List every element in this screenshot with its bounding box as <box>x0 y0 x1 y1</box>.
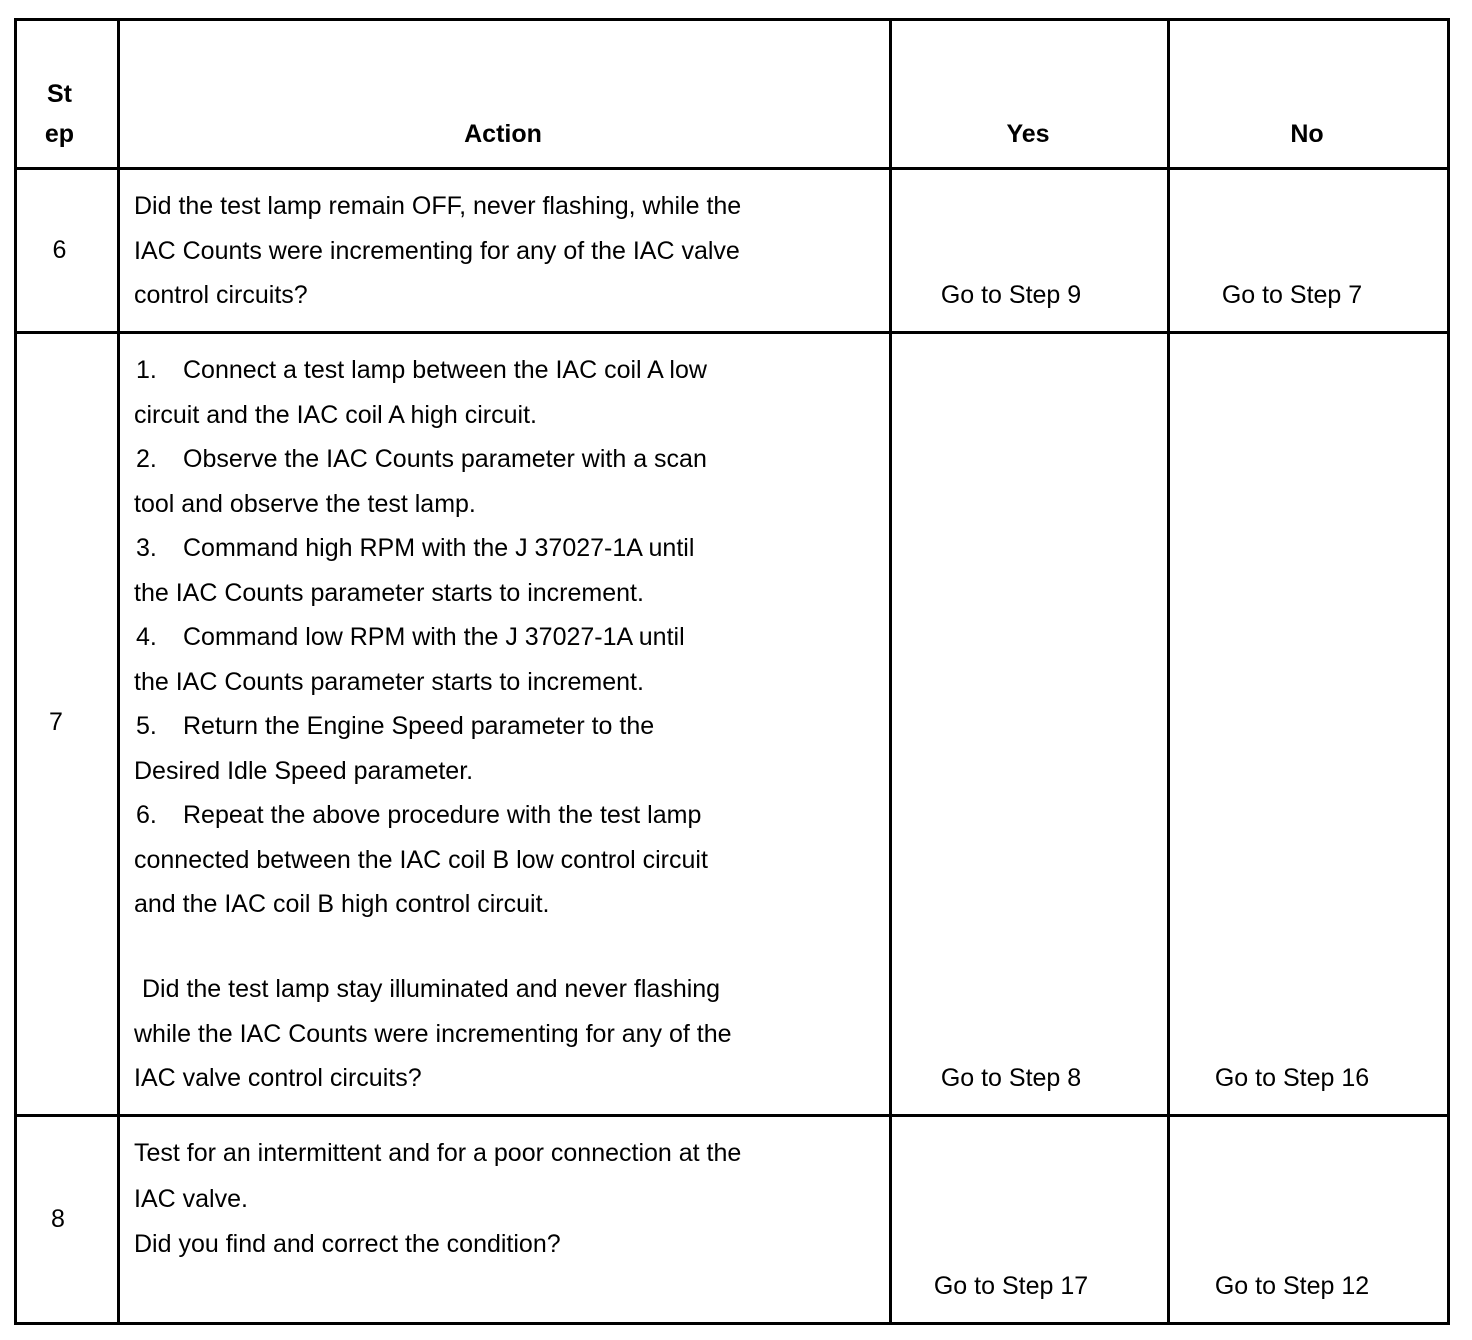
action-line: Did the test lamp remain OFF, never flashing, while the <box>134 192 742 220</box>
action-line: IAC Counts were incrementing for any of the IAC valve <box>134 236 740 265</box>
action-text <box>134 1131 741 1268</box>
action-line: tool and observe the test lamp. <box>134 489 476 518</box>
step-item-text: Command low RPM with the J 37027-1A until <box>183 623 685 651</box>
step-number: 6 <box>52 236 67 264</box>
yes-result: Go to Step 8 <box>940 1064 1082 1092</box>
header-yes: Yes <box>1006 120 1050 148</box>
column-divider <box>889 21 892 1322</box>
action-step-item <box>134 437 708 482</box>
action-step-item <box>134 615 708 660</box>
header-step <box>17 74 102 154</box>
action-steps-list <box>134 348 708 927</box>
step-item-number: 5. <box>136 712 157 740</box>
yes-result: Go to Step 17 <box>933 1272 1089 1300</box>
action-line: IAC valve. <box>134 1184 248 1213</box>
action-line: Test for an intermittent and for a poor connection at the <box>134 1139 742 1167</box>
action-line: and the IAC coil B high control circuit. <box>134 890 550 918</box>
step-item-number: 3. <box>136 534 157 562</box>
action-step-item <box>134 793 708 838</box>
step-item-text: Connect a test lamp between the IAC coil A low <box>183 356 707 384</box>
step-item-number: 4. <box>136 623 157 651</box>
header-step-line1: St <box>47 80 72 108</box>
action-step-item <box>134 348 708 393</box>
header-no: No <box>1290 120 1324 148</box>
yes-result: Go to Step 9 <box>940 281 1082 309</box>
action-line: the IAC Counts parameter starts to increment. <box>134 667 644 696</box>
no-result: Go to Step 7 <box>1221 281 1363 309</box>
action-line: Desired Idle Speed parameter. <box>134 756 474 785</box>
question-line: while the IAC Counts were incrementing for any of the <box>134 1019 732 1048</box>
row-divider <box>17 1114 1447 1117</box>
action-line: Did you find and correct the condition? <box>134 1230 561 1258</box>
action-line: connected between the IAC coil B low control circuit <box>134 845 708 874</box>
action-line: the IAC Counts parameter starts to increment. <box>134 578 644 607</box>
step-number: 8 <box>51 1205 65 1233</box>
no-result: Go to Step 12 <box>1214 1272 1370 1300</box>
step-item-number: 6. <box>136 801 157 829</box>
action-line: circuit and the IAC coil A high circuit. <box>134 400 537 429</box>
column-divider <box>1167 21 1170 1322</box>
step-item-number: 1. <box>136 356 157 384</box>
header-step-line2: ep <box>44 120 75 148</box>
question-text <box>134 967 732 1101</box>
step-item-text: Observe the IAC Counts parameter with a scan <box>183 445 707 473</box>
action-text <box>134 184 741 318</box>
step-number: 7 <box>49 708 63 736</box>
step-item-text: Command high RPM with the J 37027-1A until <box>183 534 695 562</box>
row-divider <box>17 331 1447 334</box>
step-item-text: Return the Engine Speed parameter to the <box>183 712 655 740</box>
question-line: IAC valve control circuits? <box>134 1064 422 1092</box>
column-divider <box>117 21 120 1322</box>
row-divider <box>17 167 1447 170</box>
action-line: control circuits? <box>134 281 308 309</box>
step-item-number: 2. <box>136 445 157 473</box>
no-result: Go to Step 16 <box>1214 1064 1370 1092</box>
step-item-text: Repeat the above procedure with the test lamp <box>183 801 702 829</box>
action-step-item <box>134 704 708 749</box>
header-action: Action <box>464 120 542 148</box>
question-line: Did the test lamp stay illuminated and never flashing <box>142 975 721 1003</box>
action-step-item <box>134 526 708 571</box>
